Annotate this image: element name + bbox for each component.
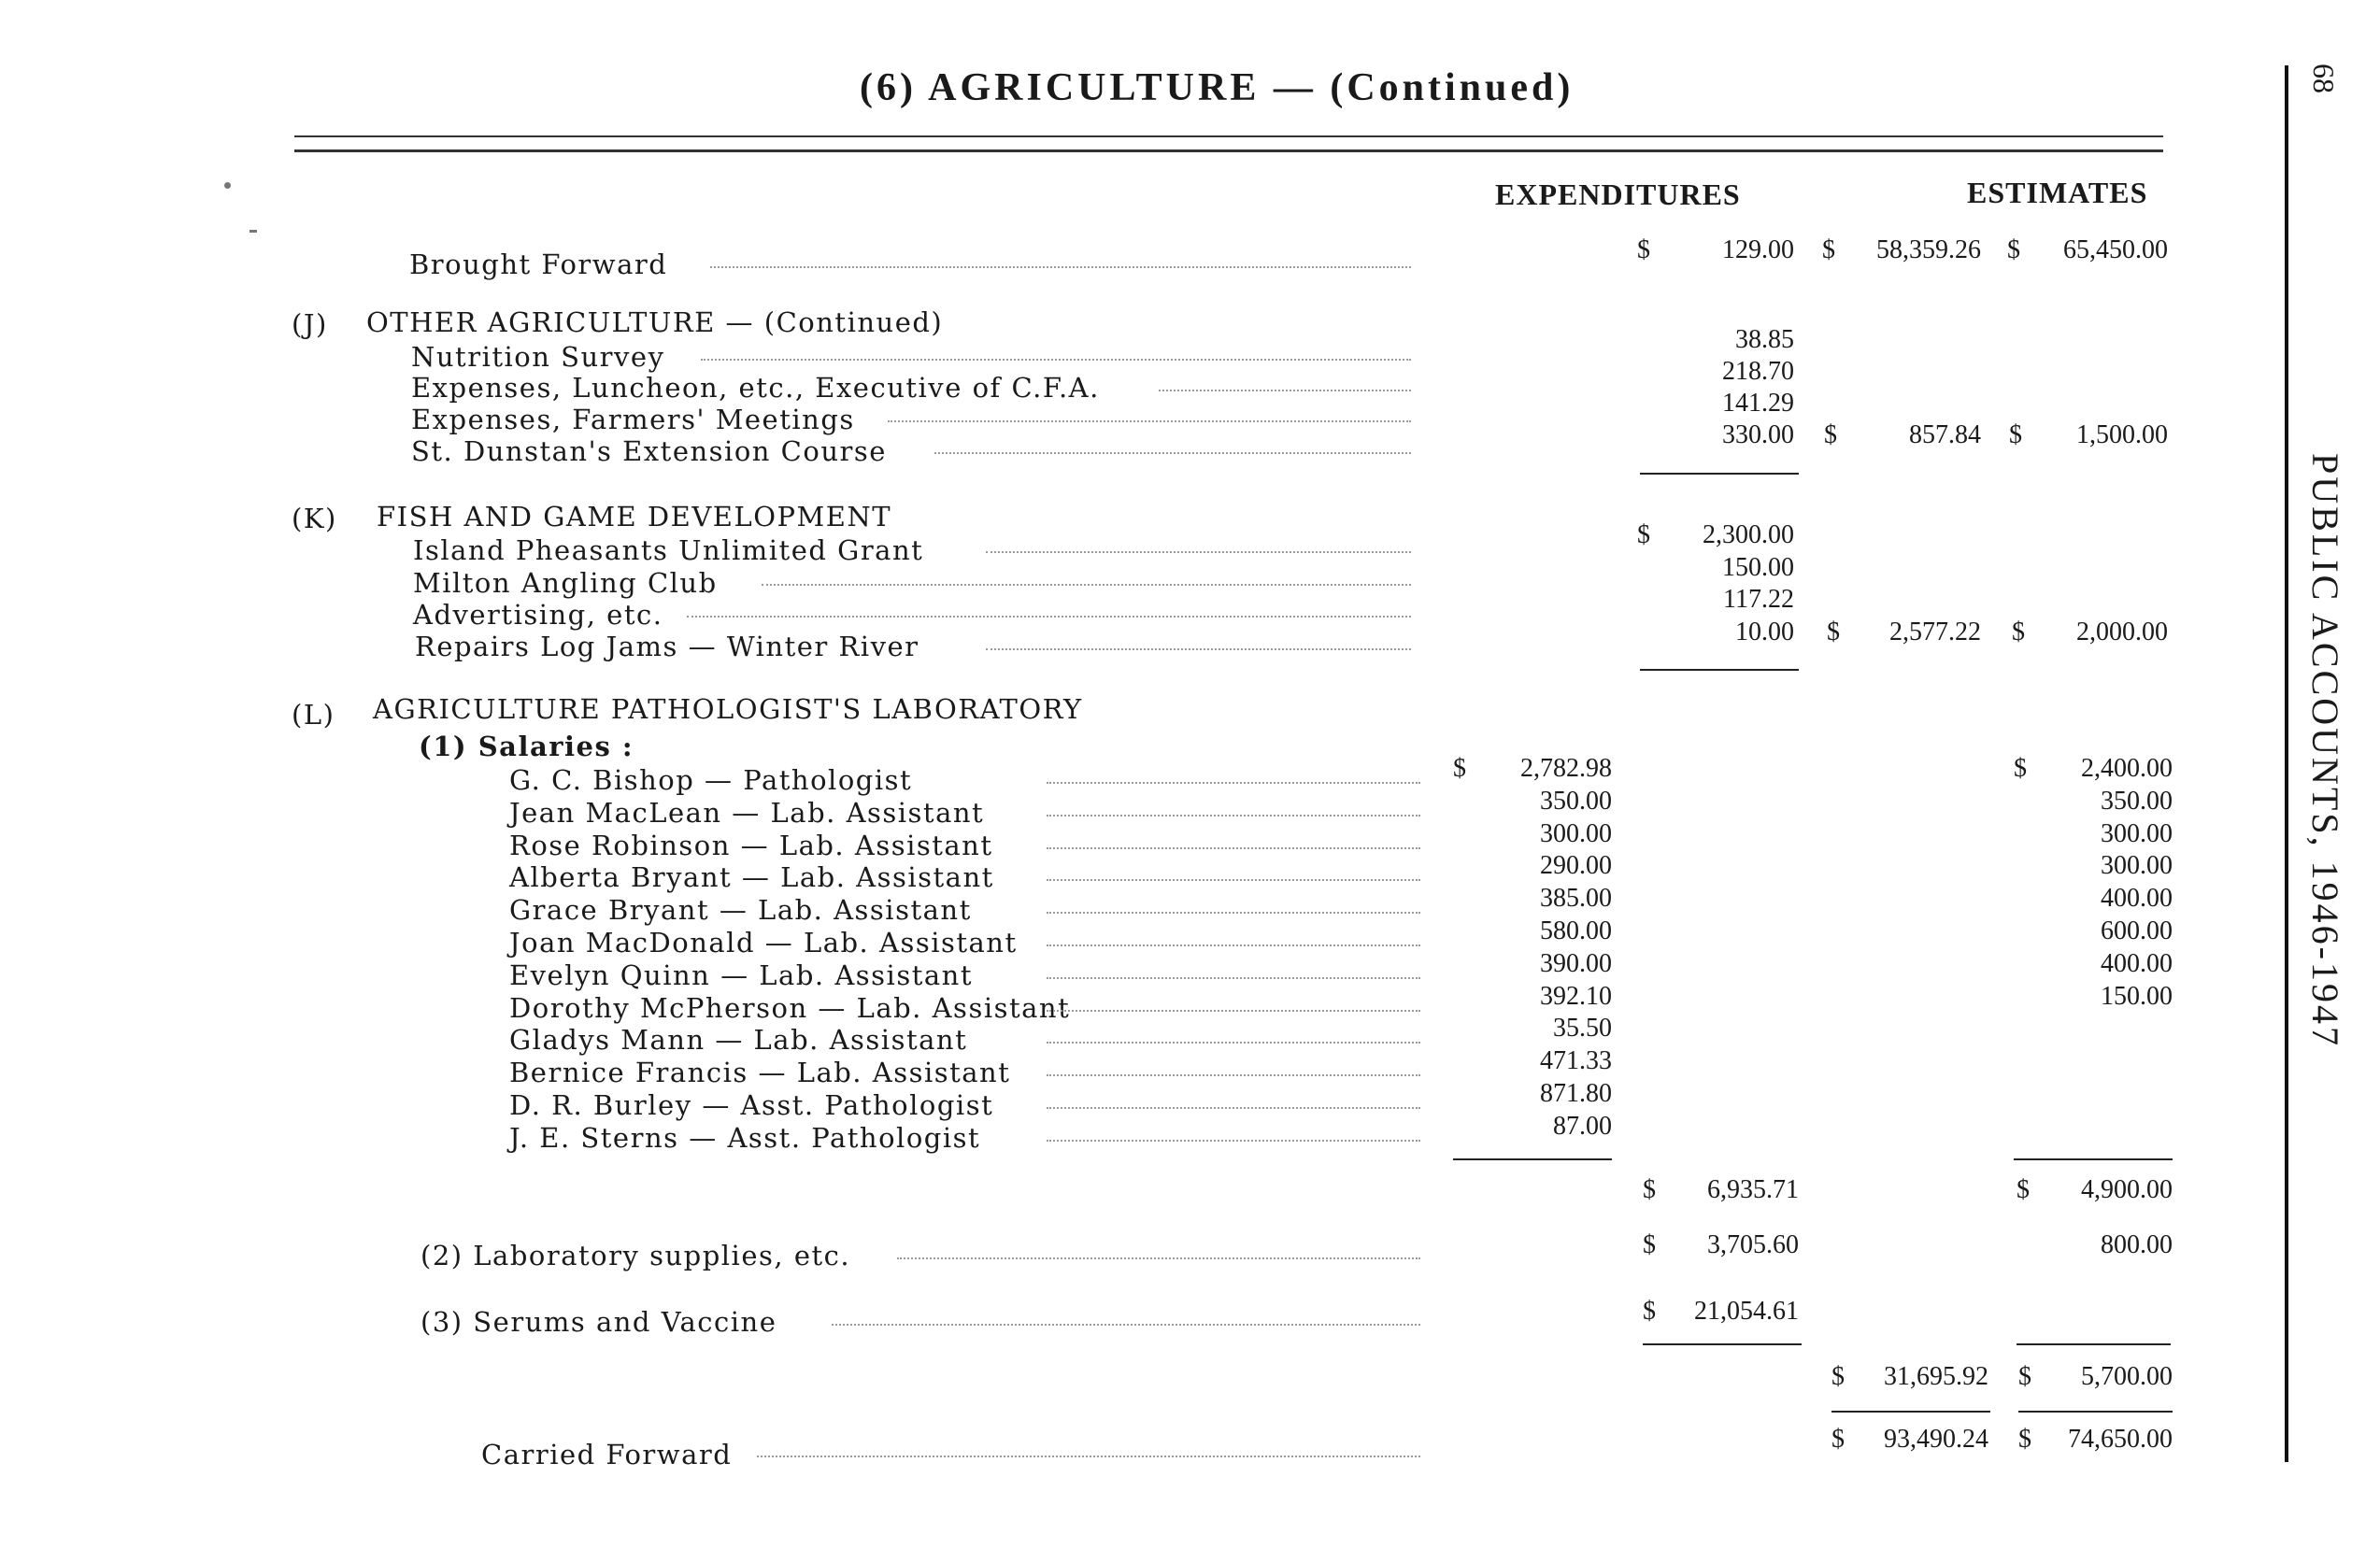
leader-dots bbox=[1047, 1010, 1420, 1012]
line-item-label: Island Pheasants Unlimited Grant bbox=[413, 534, 924, 566]
currency-sign: $ bbox=[2012, 618, 2025, 646]
salary-estimate: 350.00 bbox=[2101, 787, 2173, 816]
leader-dots bbox=[1047, 879, 1420, 881]
subtotal-rule bbox=[2014, 1158, 2173, 1160]
salary-label: Evelyn Quinn — Lab. Assistant bbox=[509, 959, 973, 991]
salary-label: Dorothy McPherson — Lab. Assistant bbox=[509, 992, 1071, 1024]
salary-estimate: 400.00 bbox=[2101, 949, 2173, 978]
leader-dots bbox=[986, 551, 1411, 553]
currency-sign: $ bbox=[1643, 1175, 1656, 1204]
section-total: 857.84 bbox=[1909, 420, 1981, 449]
leader-dots bbox=[701, 359, 1411, 361]
leader-dots bbox=[1047, 977, 1420, 979]
margin-rule bbox=[2285, 65, 2288, 1462]
salary-amount: 35.50 bbox=[1553, 1014, 1612, 1043]
leader-dots bbox=[1047, 1074, 1420, 1076]
leader-dots bbox=[832, 1324, 1420, 1326]
section-total: 2,577.22 bbox=[1889, 618, 1981, 646]
salary-amount: 350.00 bbox=[1540, 787, 1612, 816]
salary-label: Jean MacLean — Lab. Assistant bbox=[509, 797, 985, 829]
estimates-header: ESTIMATES bbox=[1967, 176, 2148, 209]
line-item-label: Milton Angling Club bbox=[413, 567, 718, 599]
currency-sign: $ bbox=[2018, 1425, 2031, 1454]
currency-sign: $ bbox=[2018, 1362, 2031, 1391]
brought-forward-total: 58,359.26 bbox=[1876, 235, 1981, 264]
leader-dots bbox=[1047, 944, 1420, 946]
line-item-label: Nutrition Survey bbox=[411, 341, 665, 373]
salary-amount: 392.10 bbox=[1540, 982, 1612, 1011]
running-title: PUBLIC ACCOUNTS, 1946-1947 bbox=[2304, 453, 2346, 1048]
supplies-amount: 3,705.60 bbox=[1707, 1230, 1799, 1259]
line-item-label: St. Dunstan's Extension Course bbox=[411, 435, 887, 467]
leader-dots bbox=[762, 584, 1411, 586]
scan-speck bbox=[249, 230, 257, 233]
salary-estimate: 300.00 bbox=[2101, 851, 2173, 880]
currency-sign: $ bbox=[1822, 235, 1835, 264]
line-item-amount: 150.00 bbox=[1722, 553, 1794, 582]
subtotal-rule bbox=[1831, 1411, 1990, 1413]
salary-label: D. R. Burley — Asst. Pathologist bbox=[509, 1089, 994, 1121]
line-item-amount: 218.70 bbox=[1722, 357, 1794, 386]
supplies-label: (2) Laboratory supplies, etc. bbox=[420, 1240, 851, 1271]
supplies-estimate: 800.00 bbox=[2101, 1230, 2173, 1259]
salaries-estimate: 4,900.00 bbox=[2081, 1175, 2173, 1204]
section-code: (J) bbox=[292, 308, 328, 340]
section-code: (K) bbox=[292, 503, 337, 534]
salary-estimate: 300.00 bbox=[2101, 819, 2173, 848]
line-item-label: Expenses, Farmers' Meetings bbox=[411, 404, 855, 435]
serums-label: (3) Serums and Vaccine bbox=[420, 1306, 777, 1338]
leader-dots bbox=[1047, 1107, 1420, 1109]
leader-dots bbox=[1159, 390, 1411, 391]
salary-label: Joan MacDonald — Lab. Assistant bbox=[509, 927, 1018, 959]
subtotal-rule bbox=[1643, 1343, 1802, 1345]
salary-amount: 300.00 bbox=[1540, 819, 1612, 848]
salary-amount: 871.80 bbox=[1540, 1079, 1612, 1108]
salary-label: J. E. Sterns — Asst. Pathologist bbox=[509, 1122, 981, 1154]
salary-amount: 290.00 bbox=[1540, 851, 1612, 880]
salary-estimate: 2,400.00 bbox=[2081, 754, 2173, 783]
salary-label: Bernice Francis — Lab. Assistant bbox=[509, 1057, 1011, 1088]
expenditures-header: EXPENDITURES bbox=[1495, 178, 1741, 211]
leader-dots bbox=[1047, 912, 1420, 914]
subtotal-rule bbox=[2018, 1411, 2173, 1413]
subtotal-rule bbox=[1640, 669, 1799, 671]
leader-dots bbox=[1047, 782, 1420, 784]
salary-estimate: 150.00 bbox=[2101, 982, 2173, 1011]
leader-dots bbox=[757, 1456, 1420, 1457]
brought-forward-label: Brought Forward bbox=[409, 249, 668, 280]
leader-dots bbox=[934, 452, 1411, 454]
salary-label: Grace Bryant — Lab. Assistant bbox=[509, 894, 972, 926]
line-item-amount: 2,300.00 bbox=[1703, 520, 1794, 549]
salary-amount: 2,782.98 bbox=[1520, 754, 1612, 783]
line-item-label: Expenses, Luncheon, etc., Executive of C.F.A. bbox=[411, 372, 1100, 404]
currency-sign: $ bbox=[1637, 520, 1650, 549]
salary-label: Alberta Bryant — Lab. Assistant bbox=[509, 861, 994, 893]
currency-sign: $ bbox=[1827, 618, 1840, 646]
header-rule-bottom bbox=[294, 149, 2163, 152]
salary-amount: 385.00 bbox=[1540, 884, 1612, 913]
line-item-label: Advertising, etc. bbox=[413, 599, 663, 631]
header-rule-top bbox=[294, 135, 2163, 137]
currency-sign: $ bbox=[1453, 754, 1466, 783]
subtotal-rule bbox=[1453, 1158, 1612, 1160]
salary-estimate: 400.00 bbox=[2101, 884, 2173, 913]
section-title: FISH AND GAME DEVELOPMENT bbox=[377, 501, 892, 533]
line-item-amount: 10.00 bbox=[1735, 618, 1794, 646]
section-code: (L) bbox=[292, 699, 335, 731]
leader-dots bbox=[986, 648, 1411, 650]
line-item-amount: 117.22 bbox=[1723, 585, 1794, 614]
salary-label: Gladys Mann — Lab. Assistant bbox=[509, 1024, 968, 1056]
currency-sign: $ bbox=[1637, 235, 1650, 264]
line-item-amount: 141.29 bbox=[1722, 389, 1794, 418]
currency-sign: $ bbox=[2007, 235, 2020, 264]
page-title: (6) AGRICULTURE — (Continued) bbox=[860, 66, 1575, 109]
salary-label: Rose Robinson — Lab. Assistant bbox=[509, 830, 993, 861]
line-item-amount: 38.85 bbox=[1735, 325, 1794, 354]
section-estimate: 1,500.00 bbox=[2076, 420, 2168, 449]
currency-sign: $ bbox=[2014, 754, 2027, 783]
currency-sign: $ bbox=[1643, 1297, 1656, 1326]
salary-amount: 471.33 bbox=[1540, 1046, 1612, 1075]
line-item-label: Repairs Log Jams — Winter River bbox=[415, 631, 919, 662]
carried-forward-total: 93,490.24 bbox=[1884, 1425, 1988, 1454]
currency-sign: $ bbox=[1824, 420, 1837, 449]
salary-amount: 390.00 bbox=[1540, 949, 1612, 978]
carried-forward-label: Carried Forward bbox=[481, 1439, 733, 1470]
currency-sign: $ bbox=[1831, 1362, 1845, 1391]
brought-forward-expenditure: 129.00 bbox=[1722, 235, 1794, 264]
salaries-total: 6,935.71 bbox=[1707, 1175, 1799, 1204]
salary-estimate: 600.00 bbox=[2101, 916, 2173, 945]
salary-amount: 87.00 bbox=[1553, 1112, 1612, 1141]
carried-forward-estimate: 74,650.00 bbox=[2068, 1425, 2173, 1454]
leader-dots bbox=[1047, 1140, 1420, 1142]
leader-dots bbox=[1047, 815, 1420, 817]
leader-dots bbox=[888, 420, 1411, 422]
page-number: 68 bbox=[2307, 64, 2341, 93]
salary-amount: 580.00 bbox=[1540, 916, 1612, 945]
section-title: AGRICULTURE PATHOLOGIST'S LABORATORY bbox=[373, 693, 1083, 725]
brought-forward-estimate: 65,450.00 bbox=[2063, 235, 2168, 264]
line-item-amount: 330.00 bbox=[1722, 420, 1794, 449]
leader-dots bbox=[897, 1257, 1420, 1259]
salary-label: G. C. Bishop — Pathologist bbox=[509, 764, 913, 796]
leader-dots bbox=[1047, 1042, 1420, 1044]
leader-dots bbox=[1047, 847, 1420, 849]
section-total: 31,695.92 bbox=[1884, 1362, 1988, 1391]
leader-dots bbox=[687, 616, 1411, 618]
currency-sign: $ bbox=[1831, 1425, 1845, 1454]
section-estimate: 5,700.00 bbox=[2081, 1362, 2173, 1391]
section-estimate: 2,000.00 bbox=[2076, 618, 2168, 646]
section-title: OTHER AGRICULTURE — (Continued) bbox=[366, 306, 944, 338]
currency-sign: $ bbox=[2017, 1175, 2030, 1204]
subtotal-rule bbox=[1640, 473, 1799, 475]
serums-amount: 21,054.61 bbox=[1694, 1297, 1799, 1326]
scan-speck bbox=[224, 182, 231, 189]
currency-sign: $ bbox=[1643, 1230, 1656, 1259]
subtotal-rule bbox=[2017, 1343, 2171, 1345]
leader-dots bbox=[710, 266, 1411, 268]
currency-sign: $ bbox=[2009, 420, 2022, 449]
salaries-heading: (1) Salaries : bbox=[419, 731, 634, 762]
